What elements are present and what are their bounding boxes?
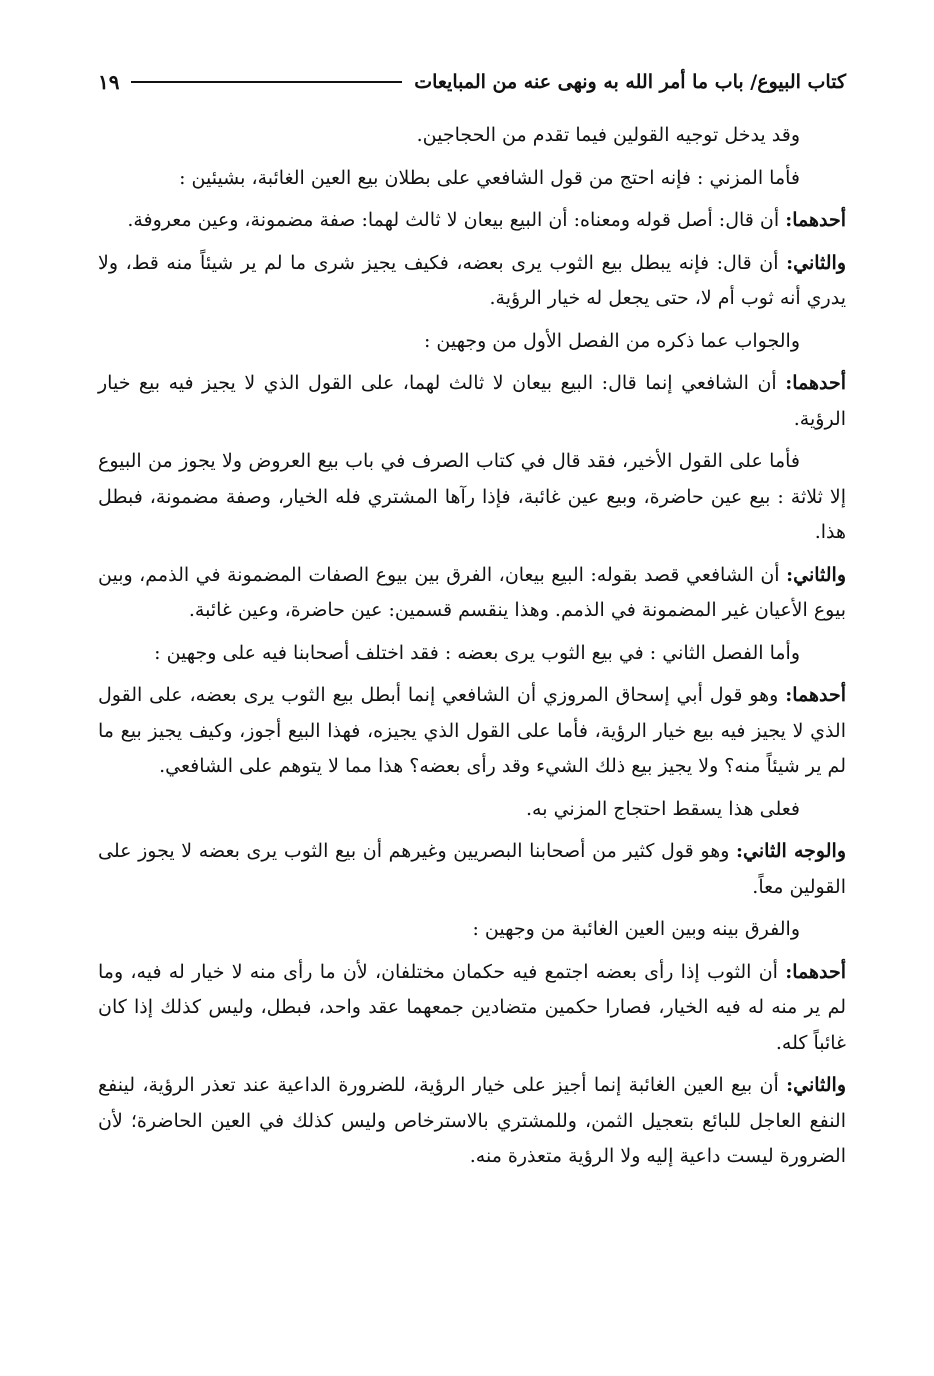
paragraph: أحدهما: أن الشافعي إنما قال: البيع بيعان لا ثالث لهما، على القول الذي لا يجيز فيه بيع خيار الرؤية. (98, 372, 846, 430)
running-title: كتاب البيوع/ باب ما أمر الله به ونهى عنه من المبايعات (414, 71, 846, 93)
paragraph: والفرق بينه وبين العين الغائبة من وجهين : (472, 918, 800, 940)
paragraph-lead: والثاني: (786, 563, 846, 586)
header-rule (131, 81, 402, 83)
body-text (98, 118, 846, 1182)
paragraph-lead: أحدهما: (785, 209, 846, 231)
paragraph-lead: والثاني: (786, 1074, 846, 1096)
paragraph-lead: أحدهما: (785, 372, 846, 394)
paragraph: فأما المزني : فإنه احتج من قول الشافعي على بطلان بيع العين الغائبة، بشيئين : (179, 166, 800, 189)
paragraph: أحدهما: أن الثوب إذا رأى بعضه اجتمع فيه حكمان مختلفان، لأن ما رأى منه لا خيار له فيه، وما لم ير منه له فيه الخيار، فصارا حكمين متضادين جمعهما عقد واحد، فبطل، وليس كذلك إذا كان غائباً كله. (98, 960, 846, 1054)
paragraph: والجواب عما ذكره من الفصل الأول من وجهين : (423, 329, 800, 352)
paragraph: أحدهما: أن قال: أصل قوله ومعناه: أن البيع بيعان لا ثالث لهما: صفة مضمونة، وعين معروفة. (127, 209, 846, 231)
paragraph-lead: أحدهما: (785, 684, 846, 706)
paragraph: فعلى هذا يسقط احتجاج المزني به. (526, 797, 800, 820)
paragraph: والثاني: أن بيع العين الغائبة إنما أجيز على خيار الرؤية، للضرورة الداعية عند تعذر الرؤية، لينفع النفع العاجل للبائع بتعجيل الثمن، وللمشتري بالاسترخاص وليس كذلك في العين الحاضرة؛ لأن الضرورة ليست داعية إليه ولا الرؤية متعذرة منه. (98, 1074, 846, 1167)
paragraph: فأما على القول الأخير، فقد قال في كتاب الصرف في باب بيع العروض ولا يجوز من البيوع إلا ثلاثة : بيع عين حاضرة، وبيع عين غائبة، فإذا رآها المشتري فله الخيار، وصفة مضمونة، فبطل هذا. (98, 450, 846, 543)
paragraph: والوجه الثاني: وهو قول كثير من أصحابنا البصريين وغيرهم أن بيع الثوب يرى بعضه لا يجوز على القولين معاً. (98, 840, 846, 898)
paragraph-lead: أحدهما: (785, 960, 846, 983)
paragraph: والثاني: أن قال: فإنه يبطل بيع الثوب يرى بعضه، فكيف يجيز شرى ما لم ير شيئاً منه قط، ولا يدري أنه ثوب أم لا، حتى يجعل له خيار الرؤية. (98, 251, 846, 309)
page-number: ١٩ (98, 70, 120, 94)
running-header (98, 60, 846, 104)
paragraph: وأما الفصل الثاني : في بيع الثوب يرى بعضه : فقد اختلف أصحابنا فيه على وجهين : (154, 641, 800, 664)
paragraph: والثاني: أن الشافعي قصد بقوله: البيع بيعان، الفرق بين بيوع الصفات المضمونة في الذمم، وبين بيوع الأعيان غير المضمونة في الذمم. وهذا ينقسم قسمين: عين حاضرة، وعين غائبة. (98, 563, 846, 621)
paragraph: أحدهما: وهو قول أبي إسحاق المروزي أن الشافعي إنما أبطل بيع الثوب يرى بعضه، على القول الذي لا يجيز فيه بيع خيار الرؤية، فأما على القول الذي يجيزه، فهذا البيع أجوز، وكيف يجيز بيع ما لم ير شيئاً منه؟ ولا يجيز بيع ذلك الشيء وقد رأى بعضه؟ هذا مما لا يتوهم على الشافعي. (98, 684, 846, 777)
paragraph: وقد يدخل توجيه القولين فيما تقدم من الحجاجين. (416, 124, 800, 146)
paragraph-lead: والوجه الثاني: (736, 840, 846, 862)
paragraph-lead: والثاني: (786, 251, 846, 274)
